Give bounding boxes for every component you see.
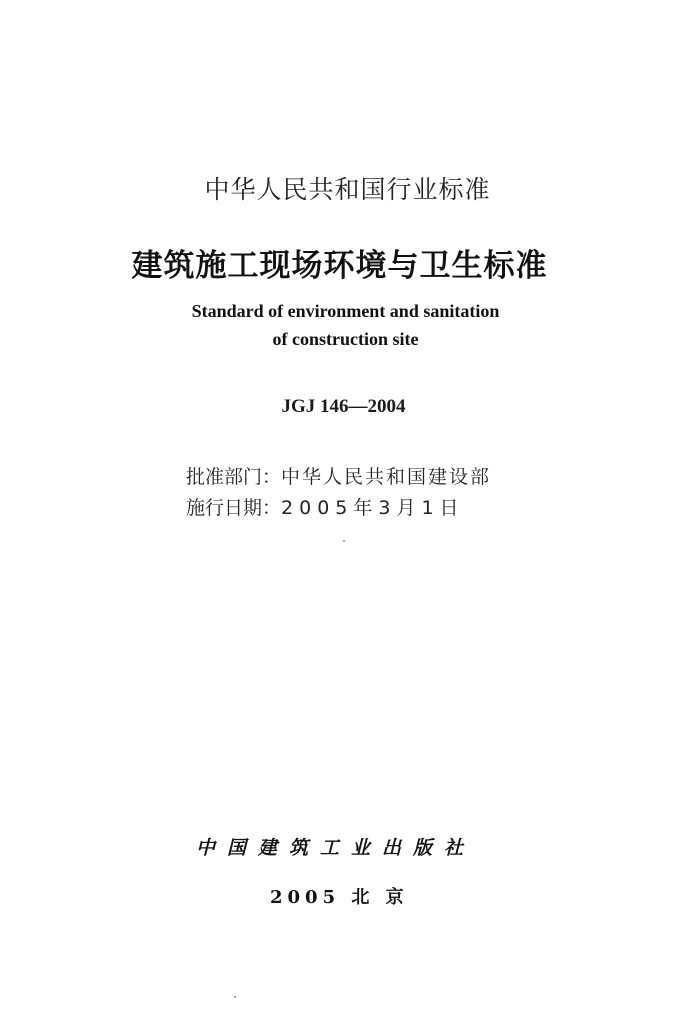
- approval-value: 中华人民共和国建设部: [281, 466, 492, 488]
- document-title: 建筑施工现场环境与卫生标准: [131, 248, 548, 284]
- publish-place-year: 2005 北 京: [270, 887, 409, 908]
- scan-speck: [234, 996, 236, 998]
- issuer-line: 中华人民共和国行业标准: [204, 175, 491, 204]
- publisher-name: 中国建筑工业出版社: [196, 837, 476, 859]
- english-title-line-2: of construction site: [272, 329, 419, 349]
- standard-code: JGJ 146—2004: [281, 396, 406, 417]
- approval-row: [186, 462, 491, 489]
- english-title-line-1: Standard of environment and sanitation: [191, 301, 500, 321]
- effective-value: 2005年3月1日: [281, 497, 465, 519]
- effective-label: 施行日期：: [186, 497, 282, 519]
- scan-speck: [343, 540, 345, 542]
- approval-label: 批准部门：: [186, 466, 282, 488]
- effective-date-row: [186, 493, 465, 520]
